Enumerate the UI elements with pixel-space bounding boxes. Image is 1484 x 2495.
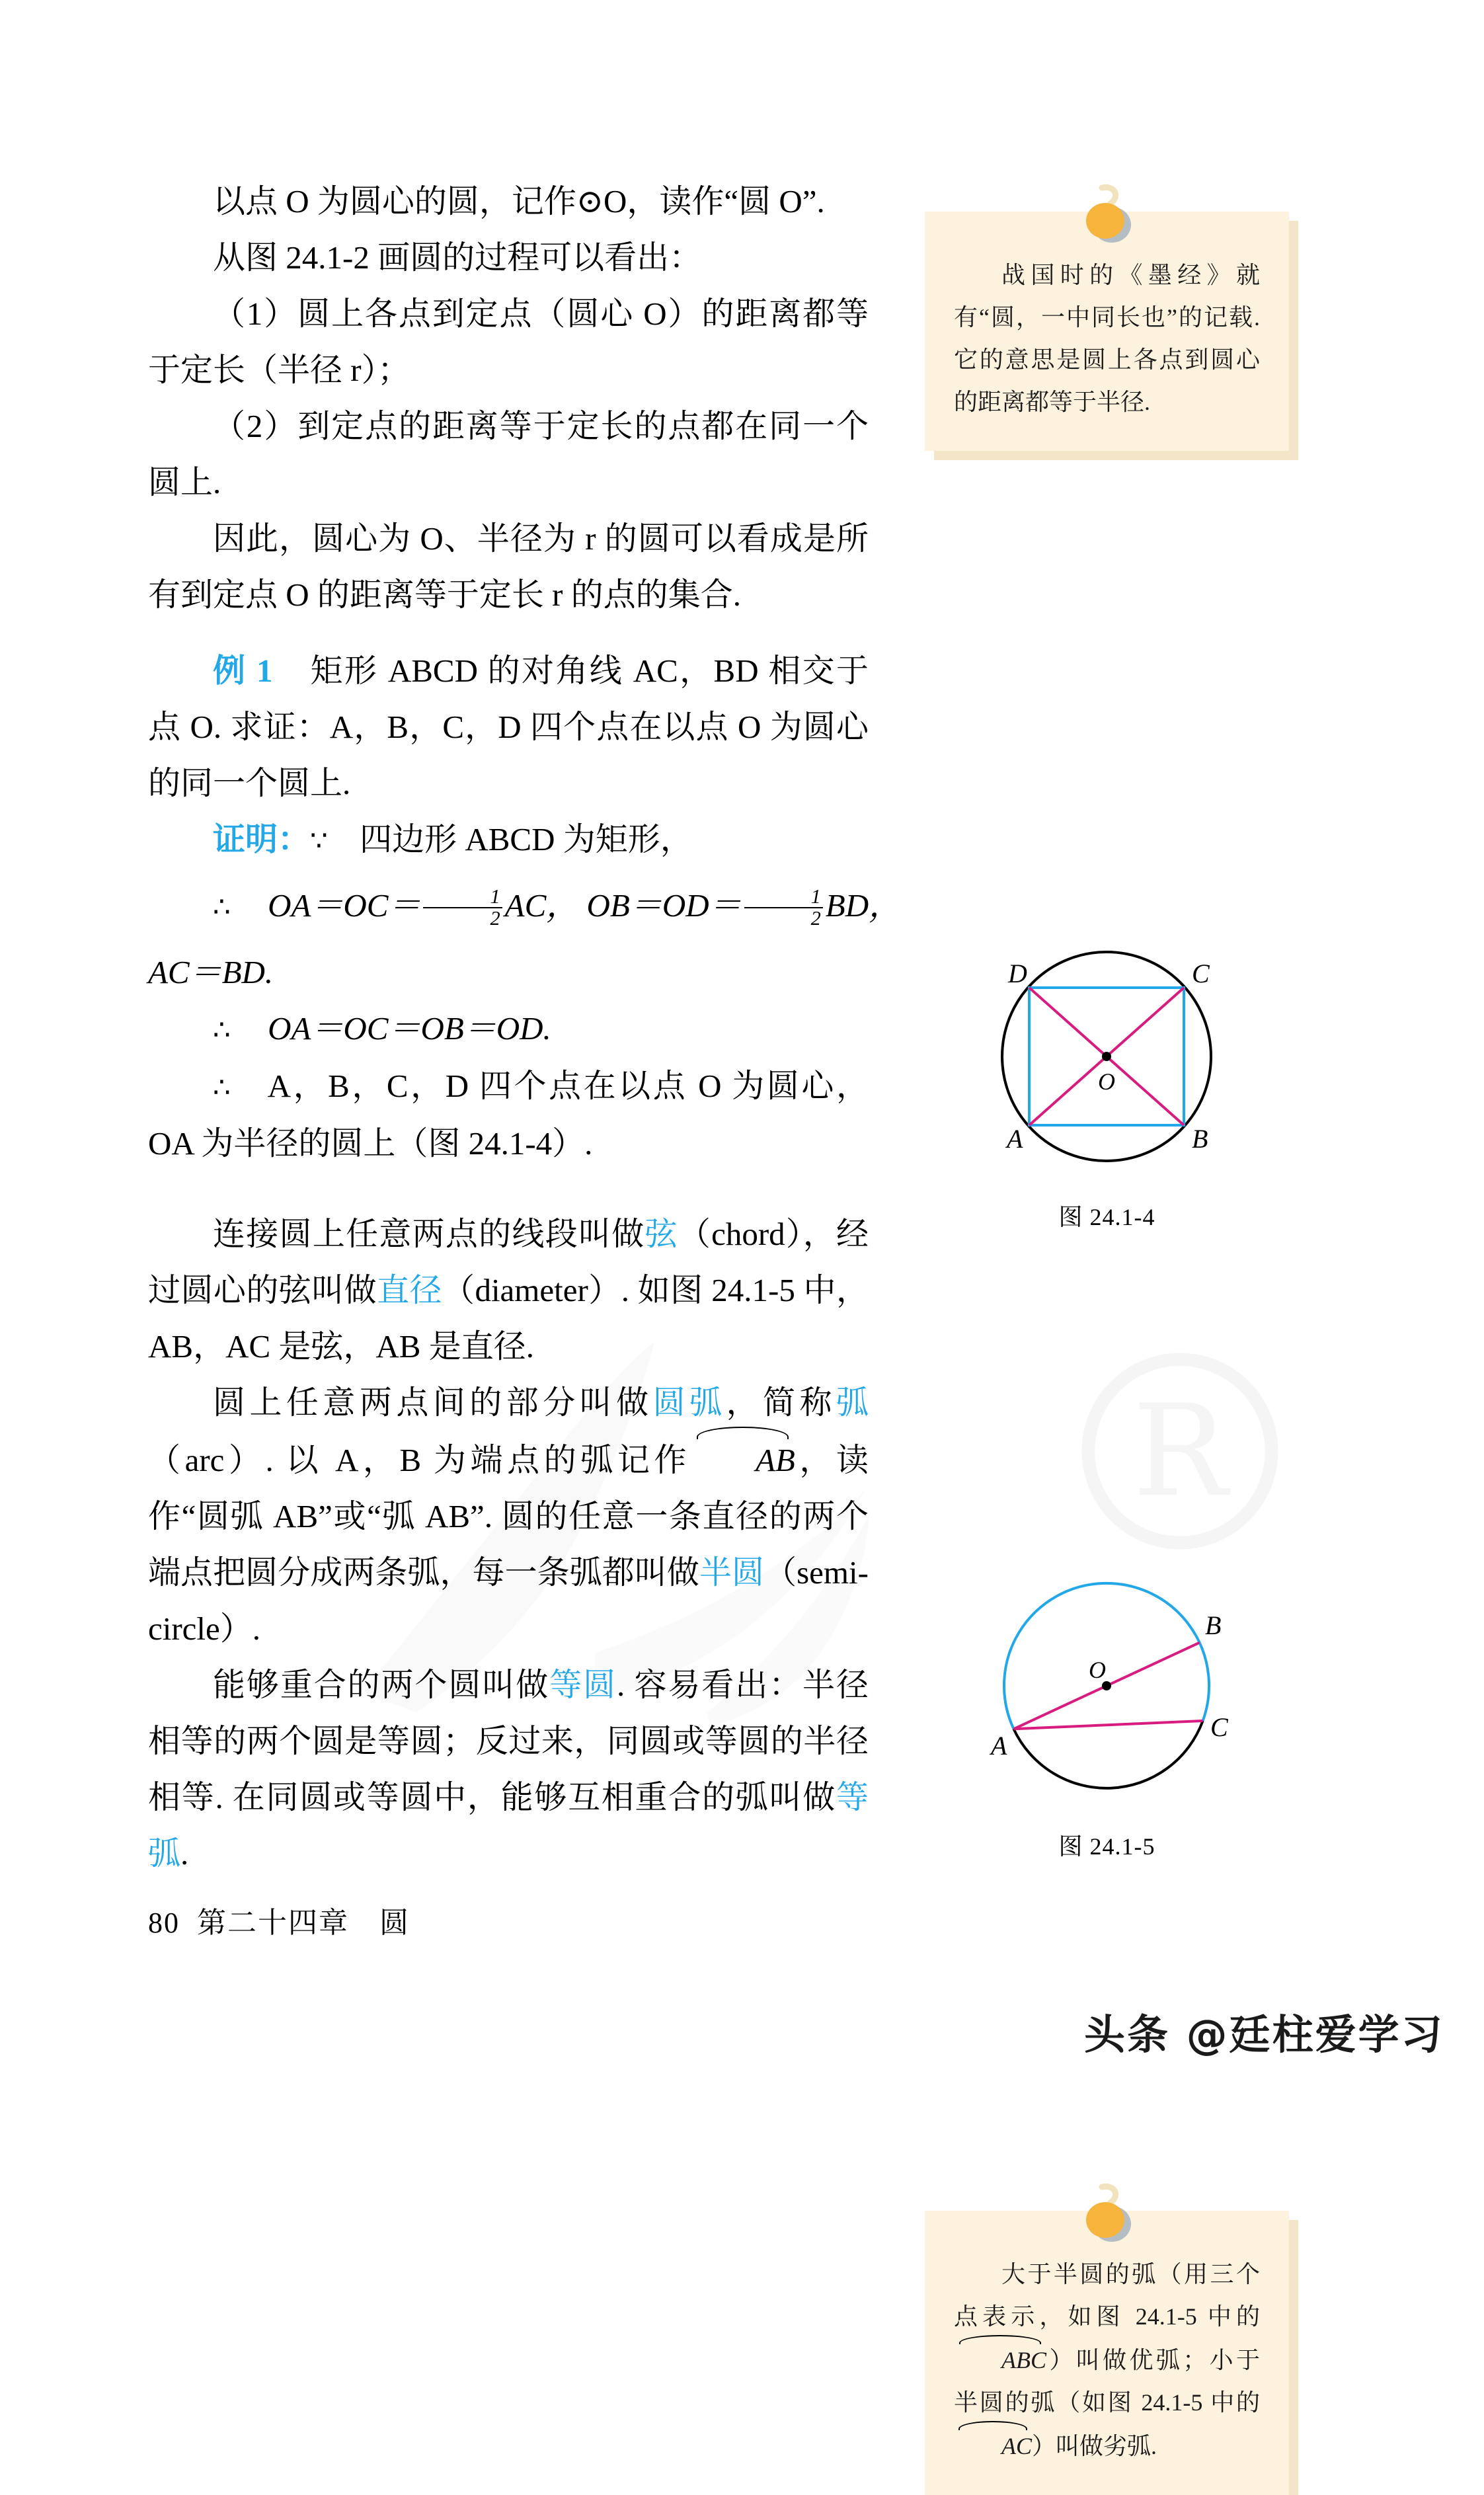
text-segment: 连接圆上任意两点的线段叫做 [213,1216,645,1252]
pushpin-icon [1071,184,1144,247]
text-segment: （chord），经过圆心的弦叫做 [148,1216,869,1308]
figure-caption: 图 24.1-5 [1058,1833,1155,1860]
arc-notation-ac: AC [954,2424,1032,2467]
figure-caption: 图 24.1-4 [1058,1204,1155,1230]
bottom-watermark: 头条 @廷柱爱学习 [1084,2010,1444,2059]
paragraph-conclusion-set [148,510,869,623]
term-equal-arcs: 等弧 [148,1779,869,1872]
text-segment: ，读作“圆弧 AB”或“弧 AB”. 圆的任意一条直径的两个端点把圆分成两条弧，每一条弧都叫做 [148,1442,869,1591]
figure-label-D: D [1008,959,1027,988]
main-text-column [148,173,902,1881]
proof-line-final [148,1058,869,1171]
side-note-text [954,2253,1260,2467]
paragraph-text: 以点 O 为圆心的圆，记作⊙O，读作“圆 O”. [213,183,825,219]
figure-24-1-4 [925,927,1289,1232]
paragraph-from-figure [148,229,869,286]
text-segment: 圆上任意两点间的部分叫做 [213,1384,653,1421]
text-segment: . [180,1835,189,1872]
paragraph-text: 从图 24.1-2 画圆的过程可以看出： [213,239,702,276]
proof-text: A，B，C，D 四个点在以点 O 为圆心，OA 为半径的圆上（图 24.1-4）. [148,1068,869,1162]
proof-text: AC＝BD. [148,954,274,990]
text-segment: 大于半圆的弧（用三个点表示，如图 24.1-5 中的 [954,2261,1260,2330]
paragraph-arc-semicircle [148,1374,869,1657]
example-1-block [148,643,869,811]
term-arc: 弧 [836,1384,869,1421]
paragraph-text: （2）到定点的距离等于定长的点都在同一个圆上. [148,408,869,500]
figure-label-A: A [1007,1124,1023,1154]
term-diameter: 直径 [377,1272,442,1308]
figure-label-C: C [1210,1712,1228,1742]
spacer [148,1171,869,1206]
side-note-text: 战国时的《墨经》就有“圆，一中同长也”的记载. 它的意思是圆上各点到圆心的距离都等于半径. [954,262,1260,415]
example-label: 例 1 [213,653,273,689]
therefore-symbol: ∴ [213,1013,231,1046]
side-note-mojing [925,212,1289,451]
proof-label: 证明： [213,821,311,857]
text-segment: ，简称 [726,1384,836,1421]
page-number: 80 [148,1907,180,1939]
chapter-title: 第二十四章 圆 [197,1907,410,1939]
figure-24-1-4-drawing [925,927,1289,1191]
text-segment: ）叫做优弧；小于半圆的弧（如图 24.1-5 中的 [954,2347,1260,2416]
equation-part-d: BD， [825,887,902,924]
paragraph-text: （1）圆上各点到定点（圆心 O）的距离都等于定长（半径 r）； [148,296,869,388]
because-symbol: ∵ [310,824,328,857]
fraction-numerator: 1 [810,885,821,908]
proof-line-ac-bd [148,944,869,1000]
term-semicircle: 半圆 [699,1554,765,1591]
fraction-denominator: 2 [744,907,823,929]
figure-label-B: B [1192,1124,1208,1154]
paragraph-property-2 [148,398,869,510]
spacer [148,623,869,643]
arc-notation-ab: AB [691,1431,795,1488]
term-equal-circles: 等圆 [549,1667,617,1703]
figure-label-B: B [1205,1610,1222,1640]
proof-equation-line [148,869,902,944]
pushpin-icon [1071,2183,1144,2246]
page-footer [148,1899,410,1941]
example-statement: 矩形 ABCD 的对角线 AC，BD 相交于点 O. 求证：A，B，C，D 四个点在以点 O 为圆心的同一个圆上. [148,653,869,801]
proof-text: OA＝OC＝OB＝OD. [268,1010,551,1047]
paragraph-text: 因此，圆心为 O、半径为 r 的圆可以看成是所有到定点 O 的距离等于定长 r 的点的集合. [148,520,869,613]
therefore-symbol: ∴ [213,891,231,923]
fraction-one-half-2 [744,887,823,929]
figure-label-O: O [1089,1657,1106,1683]
equation-part-a: OA＝OC＝ [268,887,421,924]
text-segment: 能够重合的两个圆叫做 [213,1667,550,1703]
proof-line-1: 四边形 ABCD 为矩形， [360,821,693,857]
equation-part-b: AC， [504,887,579,924]
paragraph-property-1 [148,286,869,398]
text-segment: （semi-circle）. [148,1554,869,1647]
registered-mark-watermark [1071,1342,1289,1560]
svg-text:R: R [1132,1378,1228,1525]
paragraph-circle-notation [148,173,869,229]
proof-line-equal-radii [148,1000,869,1058]
figure-label-C: C [1192,959,1210,988]
proof-intro-line [148,811,869,869]
fraction-numerator: 1 [490,885,500,908]
paragraph-chord-diameter [148,1206,869,1374]
figure-label-A: A [991,1731,1007,1761]
figure-24-1-5-drawing [925,1556,1289,1821]
arc-notation-abc: ABC [954,2338,1046,2381]
fraction-denominator: 2 [423,907,502,929]
term-arc-full: 圆弧 [652,1384,726,1421]
text-segment: . 容易看出：半径相等的两个圆是等圆；反过来，同圆或等圆的半径相等. 在同圆或等圆中，能够互相重合的弧叫做 [148,1667,869,1815]
paragraph-equal-circles-arcs [148,1657,869,1881]
figure-24-1-5 [925,1556,1289,1862]
equation-part-c: OB＝OD＝ [586,887,742,924]
text-segment: （arc）. 以 A，B 为端点的弧记作 [148,1442,691,1478]
figure-label-O: O [1098,1068,1115,1095]
side-note-major-minor-arc [925,2211,1289,2495]
term-chord: 弦 [644,1216,678,1252]
fraction-one-half [423,887,502,929]
text-segment: ）叫做劣弧. [1032,2433,1157,2459]
therefore-symbol: ∴ [213,1071,231,1103]
text-segment: （diameter）. 如图 24.1-5 中，AB，AC 是弦，AB 是直径. [148,1272,869,1365]
